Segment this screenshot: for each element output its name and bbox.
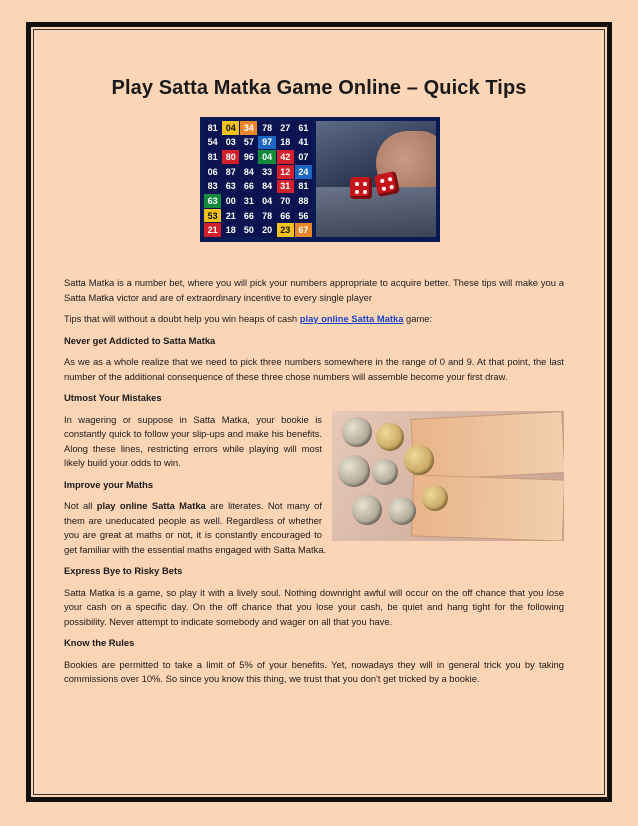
coin-icon [338, 455, 370, 487]
grid-cell: 66 [243, 210, 254, 221]
maths-text-after: are literates. Not many of them are uneducated people as well. Regardless of whether you are great at maths or not, it is constantly encouraged to get familiar with the essential maths engaged with Satta Matka. [64, 500, 327, 555]
grid-cell: 87 [225, 166, 236, 177]
grid-cell: 21 [225, 210, 236, 221]
maths-text-before: Not all [64, 500, 97, 511]
grid-cell: 66 [280, 210, 291, 221]
banknote-shape [410, 411, 564, 481]
grid-cell: 80 [222, 150, 239, 164]
grid-cell: 31 [243, 195, 254, 206]
grid-cell: 57 [243, 137, 254, 148]
section-heading: Express Bye to Risky Bets [64, 565, 183, 576]
grid-cell: 50 [243, 225, 254, 236]
section-heading: Never get Addicted to Satta Matka [64, 334, 216, 346]
tips-text-before: Tips that will without a doubt help you win heaps of cash [64, 313, 300, 324]
tips-paragraph [64, 312, 564, 327]
grid-cell: 70 [280, 195, 291, 206]
matka-number-grid [204, 121, 312, 237]
grid-cell: 41 [298, 137, 309, 148]
laptop-keyboard-shape [316, 187, 436, 237]
section-heading: Improve your Maths [64, 478, 154, 490]
grid-cell: 33 [262, 166, 273, 177]
grid-cell: 20 [262, 225, 273, 236]
grid-cell: 81 [207, 122, 218, 133]
grid-cell: 56 [298, 210, 309, 221]
play-online-satta-matka-link[interactable]: play online Satta Matka [299, 313, 404, 324]
grid-cell: 00 [225, 195, 236, 206]
section-heading: Utmost Your Mistakes [64, 392, 162, 403]
grid-cell: 07 [298, 152, 309, 163]
grid-cell: 12 [277, 165, 294, 179]
grid-cell: 61 [298, 122, 309, 133]
coin-icon [376, 423, 404, 451]
section-paragraph: In wagering or suppose in Satta Matka, your bookie is constantly quick to follow your slip-ups and make his benefits. Along these lines, restricting errors while playing will most likely build your odds to win. [64, 413, 322, 468]
grid-cell: 81 [207, 152, 218, 163]
coin-icon [422, 485, 448, 511]
section-paragraph: Bookies are permitted to take a limit of 5% of your benefits. Yet, nowadays they will in general trick you by taking commissions over 10%. So since you know this thing, we trust that you don't get tricked by a bookie. [64, 658, 564, 684]
dice-icon [350, 177, 372, 199]
grid-cell: 03 [225, 137, 236, 148]
grid-cell: 63 [225, 181, 236, 192]
money-coins-image [332, 411, 564, 541]
dice-on-laptop-image [316, 121, 436, 237]
section-heading: Know the Rules [64, 637, 135, 648]
grid-cell: 97 [258, 136, 275, 150]
grid-cell: 31 [277, 180, 294, 194]
grid-cell: 53 [204, 209, 221, 223]
grid-cell: 27 [280, 122, 291, 133]
coin-icon [372, 459, 398, 485]
coin-icon [404, 445, 434, 475]
section-paragraph: As we as a whole realize that we need to pick three numbers somewhere in the range of 0 and 9. At that point, the last number of the additional consequence of these three chose numbers will assemble become your first draw. [64, 356, 564, 382]
grid-cell: 23 [277, 223, 294, 237]
coin-icon [342, 417, 372, 447]
grid-cell: 18 [225, 225, 236, 236]
grid-cell: 24 [295, 165, 312, 179]
grid-cell: 06 [207, 166, 218, 177]
dice-icon [374, 171, 400, 197]
grid-cell: 67 [295, 223, 312, 237]
coin-icon [388, 497, 416, 525]
grid-cell: 42 [277, 150, 294, 164]
grid-cell: 04 [222, 121, 239, 135]
maths-bold-text: play online Satta Matka [96, 500, 206, 511]
hero-image [200, 117, 440, 242]
grid-cell: 84 [262, 181, 273, 192]
grid-cell: 78 [262, 122, 273, 133]
grid-cell: 21 [204, 223, 221, 237]
grid-cell: 63 [204, 194, 221, 208]
grid-cell: 66 [243, 181, 254, 192]
intro-paragraph: Satta Matka is a number bet, where you will pick your numbers appropriate to acquire better. These tips will make you a Satta Matka victor and are of extraordinary incentive to every single player [64, 277, 564, 303]
grid-cell: 96 [243, 152, 254, 163]
grid-cell: 78 [262, 210, 273, 221]
page-title: Play Satta Matka Game Online – Quick Tips [111, 77, 527, 99]
tips-text-after: game: [403, 313, 433, 324]
grid-cell: 83 [207, 181, 218, 192]
article-body [64, 276, 564, 694]
grid-cell: 04 [258, 150, 275, 164]
grid-cell: 54 [207, 137, 218, 148]
section-paragraph: Satta Matka is a game, so play it with a lively soul. Nothing downright awful will occur on the off chance that you lose your cash on a specific day. On the off chance that you lose your cash, be quiet and hang tight for the following possibility. Never attempt to indicate somebody and wager on all that you have. [64, 586, 564, 627]
grid-cell: 84 [243, 166, 254, 177]
coin-icon [352, 495, 382, 525]
grid-cell: 34 [240, 121, 257, 135]
grid-cell: 18 [280, 137, 291, 148]
grid-cell: 88 [298, 195, 309, 206]
grid-cell: 81 [298, 181, 309, 192]
grid-cell: 04 [262, 195, 273, 206]
